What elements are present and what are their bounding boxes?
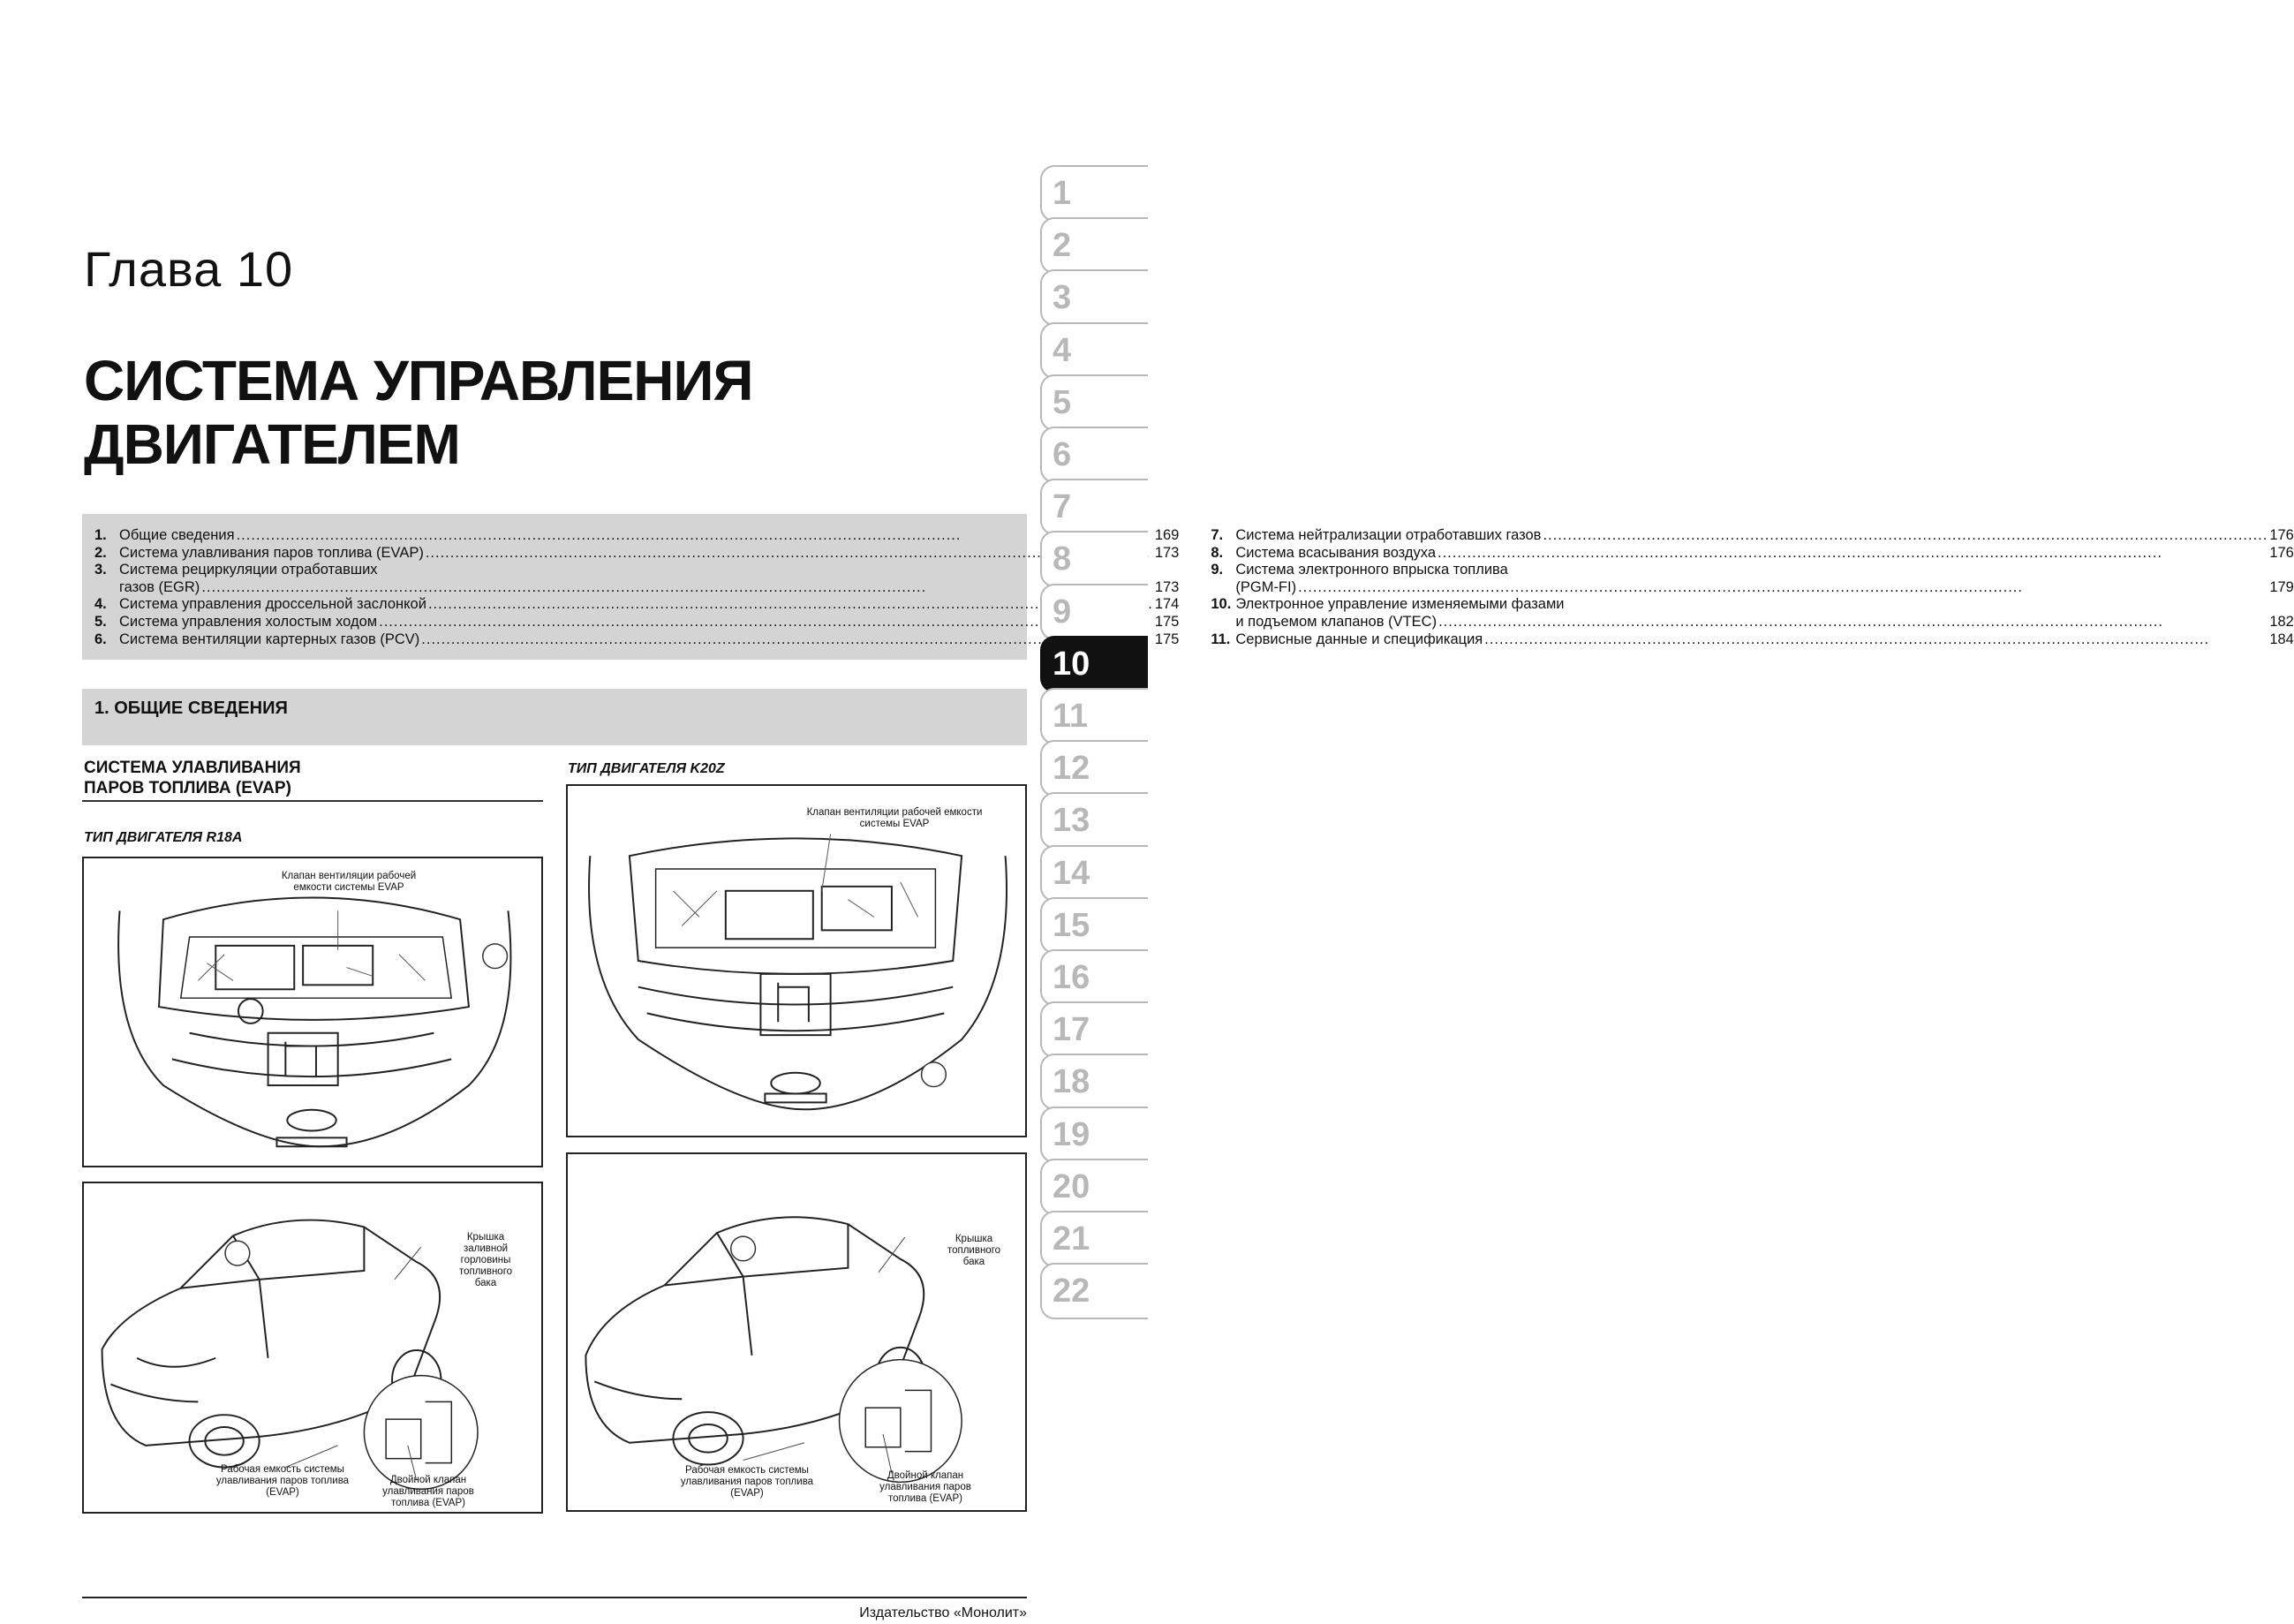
- car-illustration: [568, 1154, 1025, 1510]
- figure-r18a-engine-bay: [82, 857, 543, 1167]
- engine-bay-illustration: [84, 858, 541, 1166]
- chapter-tab-11[interactable]: 11: [1040, 688, 1148, 744]
- toc-item-page: 173: [1154, 578, 1180, 595]
- chapter-label: Глава 10: [84, 241, 294, 297]
- chapter-tab-1[interactable]: 1: [1040, 165, 1148, 222]
- toc-item-number: 2.: [94, 544, 107, 561]
- toc-item-text: Система всасывания воздуха: [1235, 544, 1437, 561]
- chapter-tab-22[interactable]: 22: [1040, 1263, 1148, 1319]
- toc-item: [1211, 579, 2294, 597]
- chapter-tab-16[interactable]: 16: [1040, 949, 1148, 1006]
- chapter-tab-8[interactable]: 8: [1040, 531, 1148, 587]
- toc-item: [1211, 596, 2294, 614]
- toc-item: [94, 631, 1179, 649]
- subsection-rule: [82, 800, 543, 802]
- toc-item-text: Система рециркуляции отработавших: [119, 562, 378, 578]
- toc-item: [94, 614, 1179, 631]
- toc-item-text: Система нейтрализации отработавших газов: [1235, 527, 1542, 543]
- callout-k20z-fuel-cap: Крышка топливного бака: [947, 1234, 1001, 1267]
- chapter-tab-4[interactable]: 4: [1040, 322, 1148, 379]
- chapter-title-line1: СИСТЕМА УПРАВЛЕНИЯ: [84, 349, 753, 412]
- toc-item-text: газов (EGR): [119, 578, 200, 595]
- toc-item-page: 175: [1154, 631, 1180, 647]
- toc-item-page: 179: [2269, 578, 2294, 595]
- chapter-tab-18[interactable]: 18: [1040, 1054, 1148, 1110]
- toc-item-text: Сервисные данные и спецификация: [1235, 631, 1483, 647]
- toc-leader-dots: [1543, 527, 2268, 545]
- toc-item-page: 175: [1154, 613, 1180, 630]
- toc-item-number: 6.: [94, 631, 107, 647]
- engine-label-r18a: ТИП ДВИГАТЕЛЯ R18A: [84, 830, 243, 845]
- chapter-tab-6[interactable]: 6: [1040, 427, 1148, 483]
- chapter-tab-19[interactable]: 19: [1040, 1107, 1148, 1163]
- chapter-tab-15[interactable]: 15: [1040, 897, 1148, 954]
- toc-item-number: 10.: [1211, 596, 1232, 613]
- toc-leader-dots: [237, 527, 1153, 545]
- callout-k20z-evap-valve: Клапан вентиляции рабочей емкости системы EVAP: [806, 807, 983, 829]
- toc-item: [94, 579, 1179, 597]
- toc-right-column: [1211, 527, 2294, 660]
- toc-item: [1211, 562, 2294, 579]
- toc-item-text: Система вентиляции картерных газов (PCV): [119, 631, 420, 647]
- toc-leader-dots: [201, 579, 1153, 597]
- subsection-line2: ПАРОВ ТОПЛИВА (EVAP): [84, 779, 291, 797]
- figure-r18a-car: [82, 1182, 543, 1514]
- toc-item-text: (PGM-FI): [1235, 578, 1297, 595]
- chapter-title-line2: ДВИГАТЕЛЕМ: [84, 412, 460, 476]
- toc-left-column: [94, 527, 1179, 660]
- toc-item-text: и подъемом клапанов (VTEC): [1235, 613, 1438, 630]
- toc-leader-dots: [1298, 579, 2268, 597]
- callout-k20z-canister: Рабочая емкость системы улавливания паров топлива (EVAP): [680, 1465, 814, 1499]
- chapter-title: [84, 349, 752, 476]
- table-of-contents: [82, 514, 2294, 660]
- toc-item: [94, 527, 1179, 545]
- engine-label-k20z: ТИП ДВИГАТЕЛЯ K20Z: [568, 761, 725, 776]
- toc-item: [1211, 631, 2294, 649]
- chapter-tab-13[interactable]: 13: [1040, 792, 1148, 849]
- subsection-heading: [84, 758, 301, 798]
- callout-r18a-fuel-cap: Крышка заливной горловины топливного бака: [458, 1232, 513, 1288]
- toc-item-number: 7.: [1211, 527, 1224, 543]
- chapter-tab-3[interactable]: 3: [1040, 269, 1148, 326]
- toc-item-number: 3.: [94, 562, 107, 578]
- toc-item: [1211, 545, 2294, 563]
- footer-rule: [82, 1597, 1027, 1598]
- chapter-tab-17[interactable]: 17: [1040, 1001, 1148, 1058]
- toc-item-text: Система улавливания паров топлива (EVAP): [119, 544, 424, 561]
- toc-item: [1211, 527, 2294, 545]
- toc-item-text: Электронное управление изменяемыми фазами: [1235, 596, 1565, 613]
- toc-item: [94, 596, 1179, 614]
- chapter-tab-9[interactable]: 9: [1040, 584, 1148, 640]
- callout-k20z-two-way-valve: Двойной клапан улавливания паров топлива (EVAP): [879, 1470, 971, 1504]
- toc-item: [94, 545, 1179, 563]
- figure-k20z-car: [566, 1152, 1027, 1512]
- toc-item-page: 169: [1154, 527, 1180, 543]
- callout-r18a-evap-valve: Клапан вентиляции рабочей емкости системы EVAP: [281, 871, 417, 893]
- toc-item-number: 8.: [1211, 544, 1224, 561]
- section-heading: 1. ОБЩИЕ СВЕДЕНИЯ: [82, 689, 1027, 745]
- chapter-tab-20[interactable]: 20: [1040, 1159, 1148, 1215]
- chapter-tab-21[interactable]: 21: [1040, 1211, 1148, 1267]
- chapter-tab-2[interactable]: 2: [1040, 217, 1148, 274]
- toc-item: [1211, 614, 2294, 631]
- toc-item-text: Система управления холостым ходом: [119, 613, 378, 630]
- callout-r18a-canister: Рабочая емкость системы улавливания паров топлива (EVAP): [215, 1464, 350, 1498]
- toc-item-page: 182: [2269, 613, 2294, 630]
- chapter-tab-10[interactable]: 10: [1040, 636, 1148, 692]
- toc-item: [94, 562, 1179, 579]
- toc-item-page: 173: [1154, 544, 1180, 561]
- figure-k20z-engine-bay: [566, 784, 1027, 1137]
- toc-item-number: 9.: [1211, 562, 1224, 578]
- toc-item-text: Система электронного впрыска топлива: [1235, 562, 1508, 578]
- toc-item-number: 5.: [94, 613, 107, 630]
- toc-leader-dots: [379, 614, 1153, 631]
- toc-leader-dots: [1484, 631, 2268, 649]
- chapter-tab-7[interactable]: 7: [1040, 479, 1148, 535]
- toc-item-number: 1.: [94, 527, 107, 543]
- footer-publisher: Издательство «Монолит»: [859, 1605, 1027, 1620]
- toc-item-number: 11.: [1211, 631, 1231, 647]
- toc-leader-dots: [1438, 545, 2268, 563]
- toc-item-page: 174: [1154, 596, 1180, 613]
- toc-item-page: 176: [2269, 527, 2294, 543]
- toc-item-text: Общие сведения: [119, 527, 235, 543]
- chapter-tab-5[interactable]: 5: [1040, 374, 1148, 431]
- toc-item-text: Система управления дроссельной заслонкой: [119, 596, 426, 613]
- toc-item-page: 184: [2269, 631, 2294, 647]
- chapter-tab-12[interactable]: 12: [1040, 740, 1148, 797]
- chapter-tab-14[interactable]: 14: [1040, 845, 1148, 902]
- toc-item-number: 4.: [94, 596, 107, 613]
- toc-item-page: 176: [2269, 544, 2294, 561]
- callout-r18a-two-way-valve: Двойной клапан улавливания паров топлива (EVAP): [382, 1475, 474, 1508]
- engine-bay-illustration: [568, 786, 1025, 1136]
- subsection-line1: СИСТЕМА УЛАВЛИВАНИЯ: [84, 759, 301, 777]
- toc-leader-dots: [1438, 614, 2268, 631]
